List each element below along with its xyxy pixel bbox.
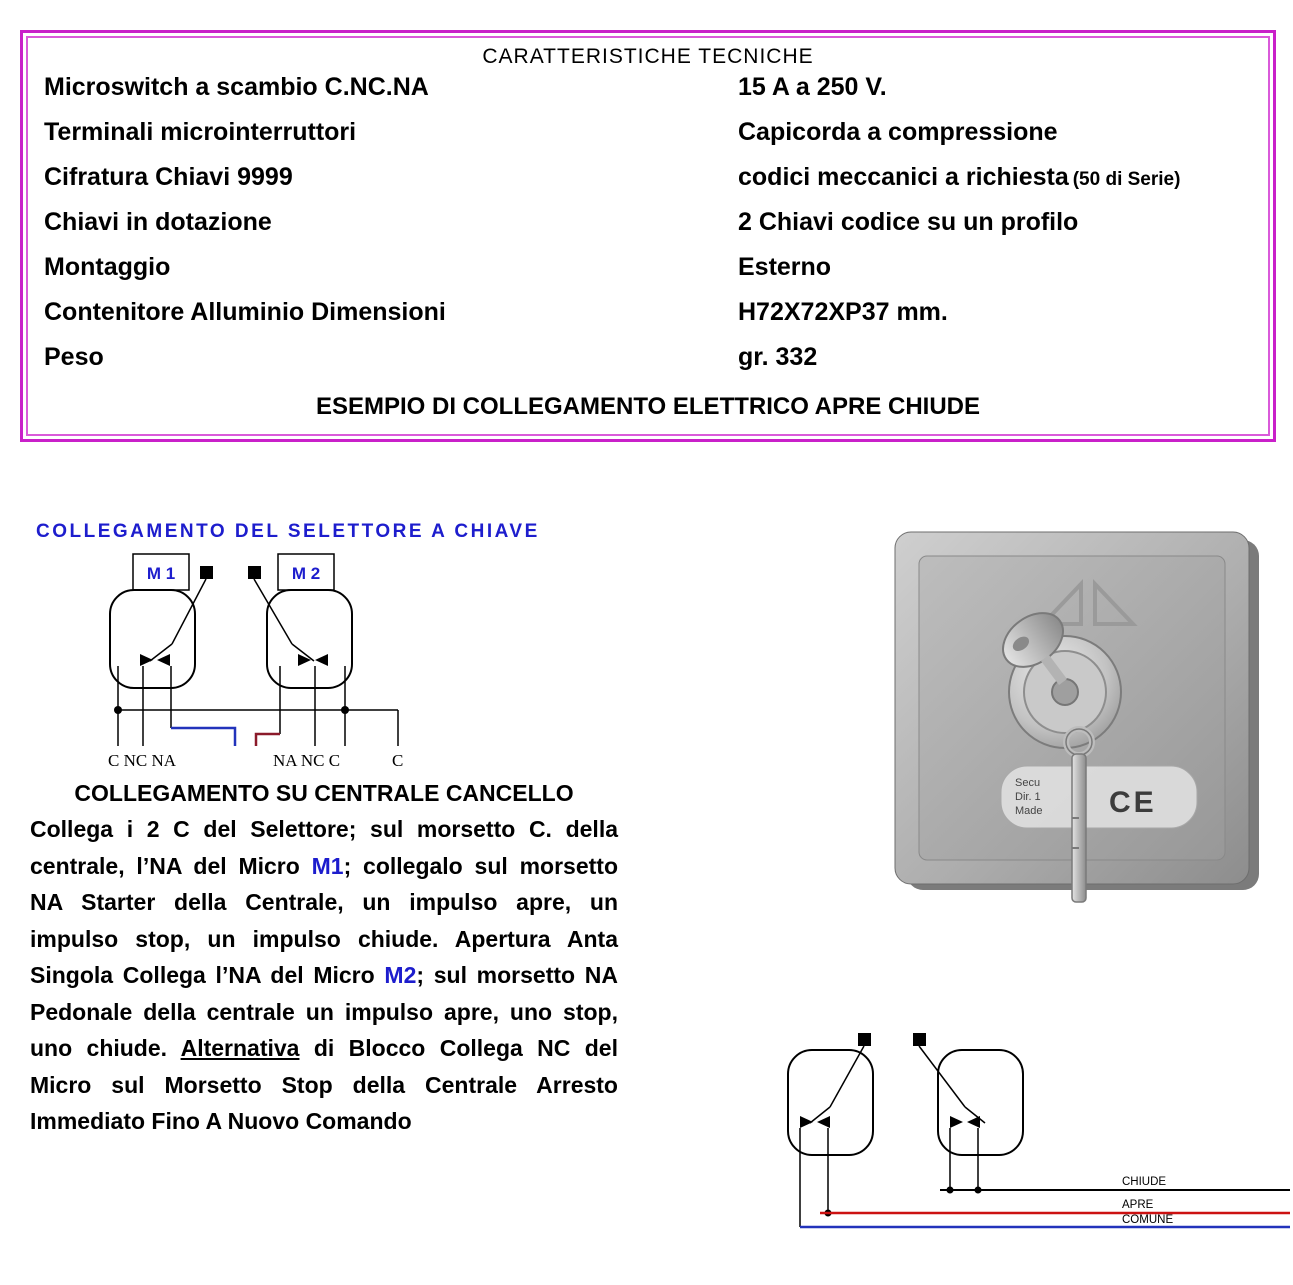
spec-value — [738, 118, 1062, 147]
spec-row — [38, 163, 1258, 208]
na-wire-blue — [171, 728, 235, 746]
alternativa-ref: Alternativa — [180, 1035, 300, 1061]
spec-label: Chiavi in dotazione — [44, 208, 272, 236]
spec-value — [738, 73, 891, 102]
contact-symbol-left — [800, 1107, 830, 1128]
cam-actuators — [830, 1033, 965, 1107]
comune-label: COMUNE — [1122, 1214, 1174, 1226]
terminals-right-label: NA NC C — [273, 751, 341, 770]
spec-value-text: gr. 332 — [738, 343, 818, 371]
instructions-title: COLLEGAMENTO SU CENTRALE CANCELLO — [74, 780, 574, 806]
spec-value — [738, 208, 1082, 237]
microswitch-body — [110, 590, 195, 688]
instr-seg4: di Blocco Collega NC del Micro sul Morsetto Stop della Centrale Arresto Immediato Fino A Nuovo Comando — [30, 1035, 618, 1134]
instr-seg1: Collega i 2 C del Selettore; sul morsetto C. della centrale, l’NA del Micro — [30, 816, 618, 879]
micro1-label: M 1 — [146, 564, 176, 583]
cam-actuators — [172, 566, 292, 644]
spec-value-text: Esterno — [738, 253, 832, 281]
spec-title: CARATTERISTICHE TECNICHE — [482, 45, 814, 68]
spec-label: Peso — [44, 343, 104, 371]
selector-wiring-diagram — [30, 548, 610, 788]
spec-value — [738, 298, 952, 327]
spec-row — [38, 343, 1258, 388]
selector-diagram-title: COLLEGAMENTO DEL SELETTORE A CHIAVE — [36, 521, 540, 542]
spec-value — [738, 163, 1180, 192]
spec-row — [38, 208, 1258, 253]
spec-rows — [38, 73, 1258, 388]
spec-row — [38, 118, 1258, 163]
spec-label: Contenitore Alluminio Dimensioni — [44, 298, 446, 326]
terminal-wires — [118, 666, 345, 746]
spec-label: Cifratura Chiavi 9999 — [44, 163, 293, 191]
instructions-text — [30, 811, 618, 1140]
spec-value-text: 2 Chiavi codice su un profilo — [738, 208, 1079, 236]
product-label — [1001, 766, 1197, 828]
ce-mark: CE — [1109, 786, 1157, 819]
spec-value-text: codici meccanici a richiesta — [738, 163, 1069, 191]
contact-symbol-right — [950, 1107, 985, 1128]
micro2-ref: M2 — [384, 962, 417, 988]
gate-wiring-diagram — [770, 1015, 1293, 1270]
spec-value-text: H72X72XP37 mm. — [738, 298, 948, 326]
micro2-label: M 2 — [291, 564, 321, 583]
spec-label: Microswitch a scambio C.NC.NA — [44, 73, 429, 101]
spec-value-note: (50 di Serie) — [1072, 169, 1181, 190]
label-line2: Dir. 1 — [1015, 791, 1041, 803]
micro1-ref: M1 — [311, 852, 344, 879]
spec-label: Montaggio — [44, 253, 171, 281]
instr-seg2: ; collegalo sul morsetto NA Starter della Centrale, un impulso apre, un impulso stop, un impulso chiude. Apertura Anta Singola Collega l’NA del Micro — [30, 852, 619, 988]
spec-value-text: 15 A a 250 V. — [738, 73, 887, 101]
spec-label: Terminali microinterruttori — [44, 118, 357, 146]
instructions-block — [30, 780, 618, 1140]
spec-box — [20, 30, 1276, 442]
product-photo — [893, 528, 1271, 916]
spec-row — [38, 253, 1258, 298]
contact-symbol-m1 — [140, 644, 172, 666]
na-wire-red — [256, 734, 280, 746]
terminals-left-label: C NC NA — [108, 751, 177, 770]
label-line3: Made — [1015, 805, 1043, 817]
contact-symbol-m2 — [292, 644, 328, 666]
spec-value — [738, 343, 821, 372]
instr-seg3: ; sul morsetto NA Pedonale della centrale un impulso apre, uno stop, uno chiude. — [30, 962, 618, 1061]
spec-value — [738, 253, 835, 282]
label-line1: Secu — [1015, 777, 1041, 789]
terminal-common-label: C — [392, 751, 404, 770]
micro1-label-box — [133, 554, 189, 590]
spec-value-text: Capicorda a compressione — [738, 118, 1058, 146]
spec-row — [38, 73, 1258, 118]
spec-footer: ESEMPIO DI COLLEGAMENTO ELETTRICO APRE CHIUDE — [315, 393, 981, 420]
spec-row — [38, 298, 1258, 343]
apre-label: APRE — [1122, 1199, 1154, 1211]
spec-box-inner — [26, 36, 1270, 436]
chiude-label: CHIUDE — [1122, 1176, 1167, 1188]
micro2-label-box — [278, 554, 334, 590]
